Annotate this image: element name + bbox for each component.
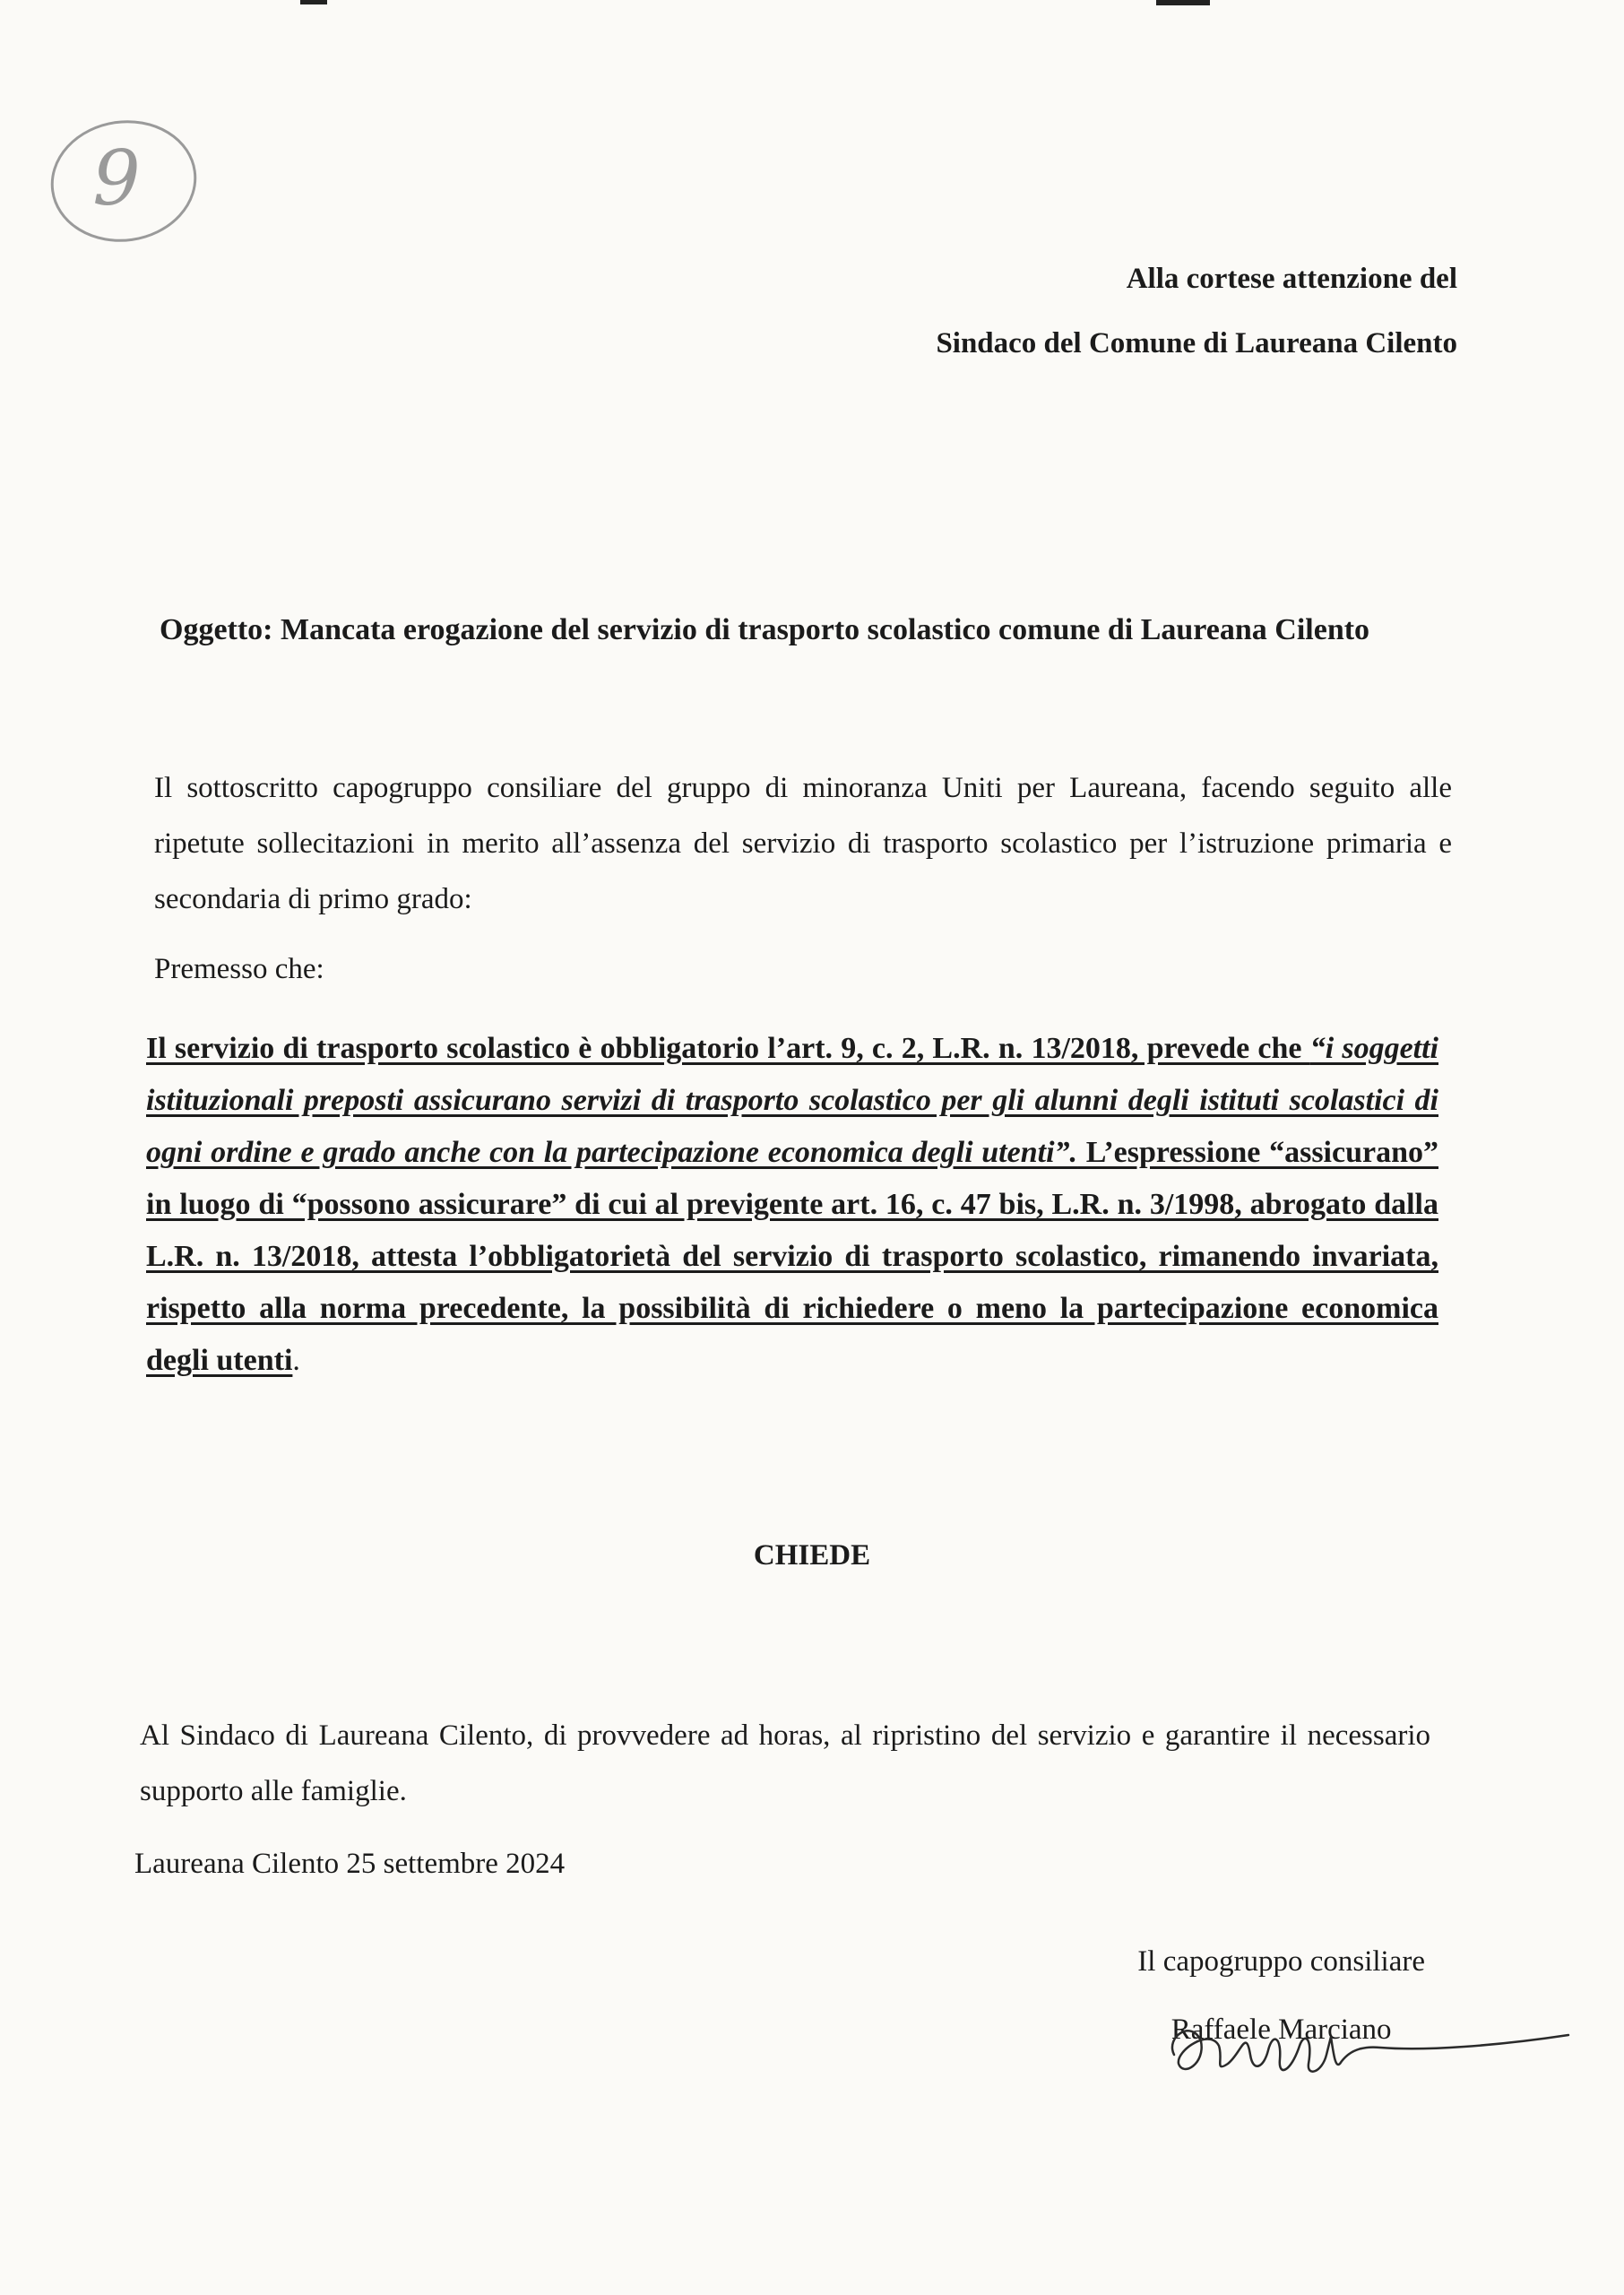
premise-end: . [292,1344,300,1377]
premesso-heading: Premesso che: [154,953,324,985]
place-and-date: Laureana Cilento 25 settembre 2024 [134,1848,566,1880]
premise-paragraph [146,1023,1438,1387]
letter-subject: Oggetto: Mancata erogazione del servizio di trasporto scolastico comune di Laureana Cilento [160,613,1370,646]
signature-role: Il capogruppo consiliare [1137,1945,1425,1978]
intro-paragraph: Il sottoscritto capogruppo consiliare del gruppo di minoranza Uniti per Laureana, facendo seguito alle ripetute sollecitazioni in merito all’assenza del servizio di trasporto scolastico per l’istruzione primaria e secondaria di primo grado: [154,772,1452,915]
chiede-heading: CHIEDE [753,1539,871,1572]
request-paragraph: Al Sindaco di Laureana Cilento, di provvedere ad horas, al ripristino del servizio e garantire il necessario supporto alle famiglie. [140,1719,1430,1807]
premise-text-2: L’espressione “assicurano” in luogo di “possono assicurare” di cui al previgente art. 16, c. 47 bis, L.R. n. 3/1998, abrogato dalla L.R. n. 13/2018, attesta l’obbligatorietà del servizio di trasporto scolastico, rimanendo invariata, rispetto alla norma precedente, la possibilità di richiedere o meno la partecipazione economica degli utenti [146,1136,1438,1377]
stamp-number: 9 [92,134,141,222]
handwritten-page-number-stamp [47,109,201,253]
handwritten-signature [1156,2001,1577,2091]
addressee-line-1: Alla cortese attenzione del [1126,263,1457,295]
premise-legal-quote: “i soggetti istituzionali preposti assicurano servizi di trasporto scolastico per gli alunni degli istituti scolastici di ogni ordine e grado anche con la partecipazione economica degli utenti”. [146,1032,1438,1169]
addressee-line-2: Sindaco del Comune di Laureana Cilento [936,327,1457,359]
premise-text-1: Il servizio di trasporto scolastico è obbligatorio l’art. 9, c. 2, L.R. n. 13/2018, prevede che [146,1032,1310,1065]
scan-edge-marks [0,0,1624,18]
signature-name: Raffaele Marciano [1170,2014,1392,2046]
addressee-block [936,247,1457,376]
